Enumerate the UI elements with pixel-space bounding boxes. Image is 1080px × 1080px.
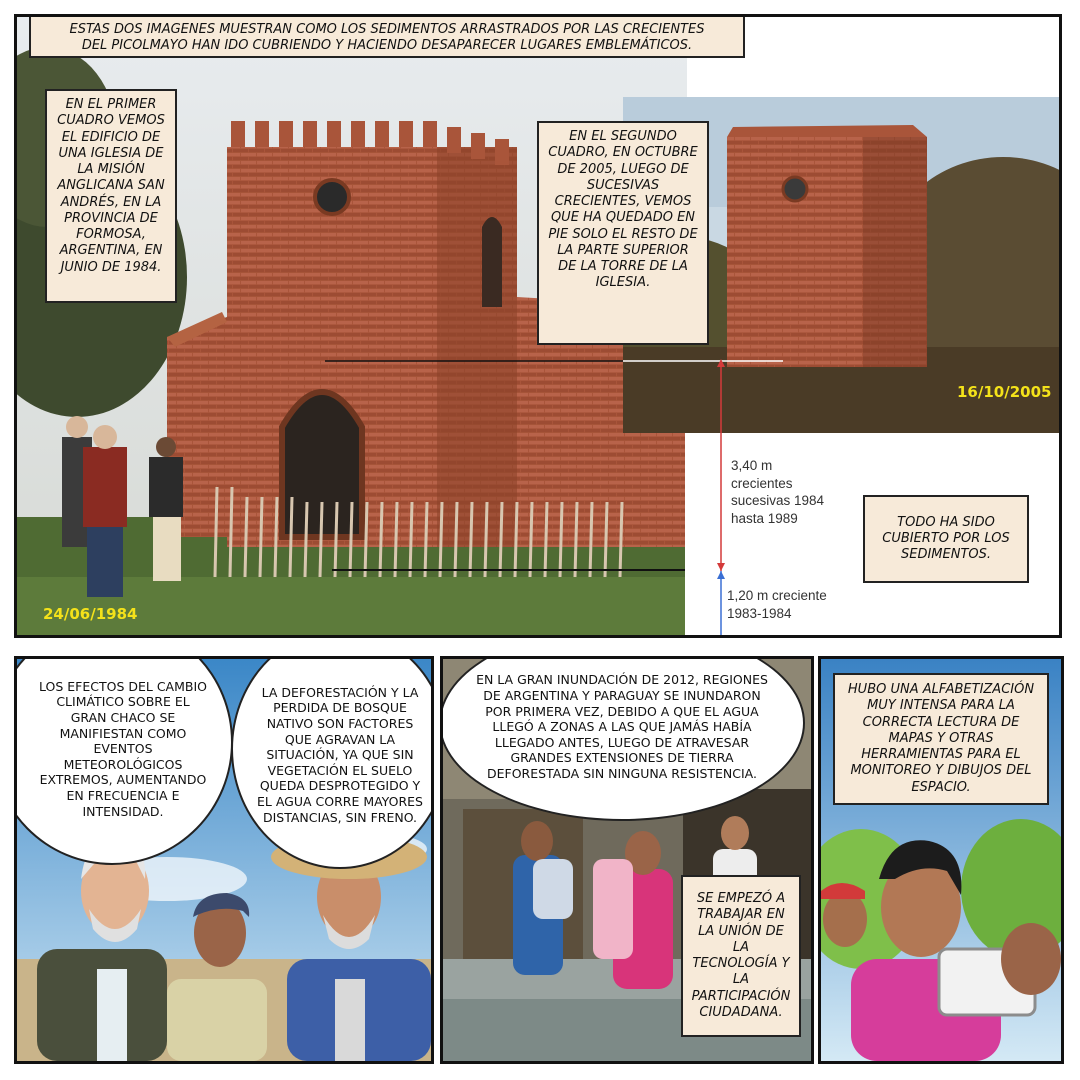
panel-flood-2012 (440, 656, 814, 1064)
top-caption-line: DEL PICOLMAYO HAN IDO CUBRIENDO Y HACIENDO DESAPARECER LUGARES EMBLEMÁTICOS. (81, 38, 693, 54)
top-caption-line: ESTAS DOS IMAGENES MUESTRAN COMO LOS SEDIMENTOS ARRASTRADOS POR LAS CRECIENTES (69, 22, 705, 37)
measure-upper (731, 457, 824, 527)
measure-lower-text: 1983-1984 (727, 605, 792, 621)
measure-lower (727, 587, 827, 622)
panel-literacy (818, 656, 1064, 1064)
sediment-caption: TODO HA SIDO CUBIERTO POR LOS SEDIMENTOS. (863, 495, 1029, 583)
photo-date-2005: 16/10/2005 (957, 383, 1052, 401)
top-panel (14, 14, 1062, 638)
literacy-caption: HUBO UNA ALFABETIZACIÓN MUY INTENSA PARA LA CORRECTA LECTURA DE MAPAS Y OTRAS HERRAMIENTAS PARA EL MONITOREO Y DIBUJOS DEL ESPACIO. (833, 673, 1049, 805)
measure-upper-text: sucesivas 1984 (731, 493, 825, 509)
panel-deforestation (14, 656, 434, 1064)
technology-caption: SE EMPEZÓ A TRABAJAR EN LA UNIÓN DE LA TECNOLOGÍA Y LA PARTICIPACIÓN CIUDADANA. (681, 875, 801, 1037)
speech-bubble-text: LA DEFORESTACIÓN Y LA PERDIDA DE BOSQUE NATIVO SON FACTORES QUE AGRAVAN LA SITUACIÓN, YA QUE SIN VEGETACIÓN EL SUELO QUEDA DESPROTEGIDO Y EL AGUA CORRE MAYORES DISTANCIAS, SIN FRENO. (256, 684, 423, 825)
speech-bubble-text: EN LA GRAN INUNDACIÓN DE 2012, REGIONES DE ARGENTINA Y PARAGUAY SE INUNDARON POR PRIMERA VEZ, DEBIDO A QUE EL AGUA LLEGÓ A ZONAS A LAS QUE JAMÁS HABÍA LLEGADO ANTES, LUEGO DE ATRAVESAR GRANDES EXTENSIONES DE TIERRA DEFORESTADA SIN NINGUNA RESISTENCIA. (476, 672, 768, 782)
speech-bubble-text: LOS EFECTOS DEL CAMBIO CLIMÁTICO SOBRE EL GRAN CHACO SE MANIFIESTAN COMO EVENTOS METEOROLÓGICOS EXTREMOS, AUMENTANDO EN FRECUENCIA E INTENSIDAD. (39, 678, 207, 819)
measure-upper-text: crecientes (731, 475, 793, 491)
photo-date-1984: 24/06/1984 (43, 605, 138, 623)
measure-upper-value: 3,40 m (731, 458, 773, 473)
photo1-caption: EN EL PRIMER CUADRO VEMOS EL EDIFICIO DE UNA IGLESIA DE LA MISIÓN ANGLICANA SAN ANDRÉS, EN LA PROVINCIA DE FORMOSA, ARGENTINA, EN JUNIO DE 1984. (45, 89, 177, 303)
measure-lower-value: 1,20 m creciente (727, 588, 827, 603)
top-caption (29, 14, 745, 58)
measure-upper-text: hasta 1989 (731, 510, 798, 526)
photo2-caption: EN EL SEGUNDO CUADRO, EN OCTUBRE DE 2005, LUEGO DE SUCESIVAS CRECIENTES, VEMOS QUE HA QUEDADO EN PIE SOLO EL RESTO DE LA PARTE SUPERIOR DE LA TORRE DE LA IGLESIA. (537, 121, 709, 345)
